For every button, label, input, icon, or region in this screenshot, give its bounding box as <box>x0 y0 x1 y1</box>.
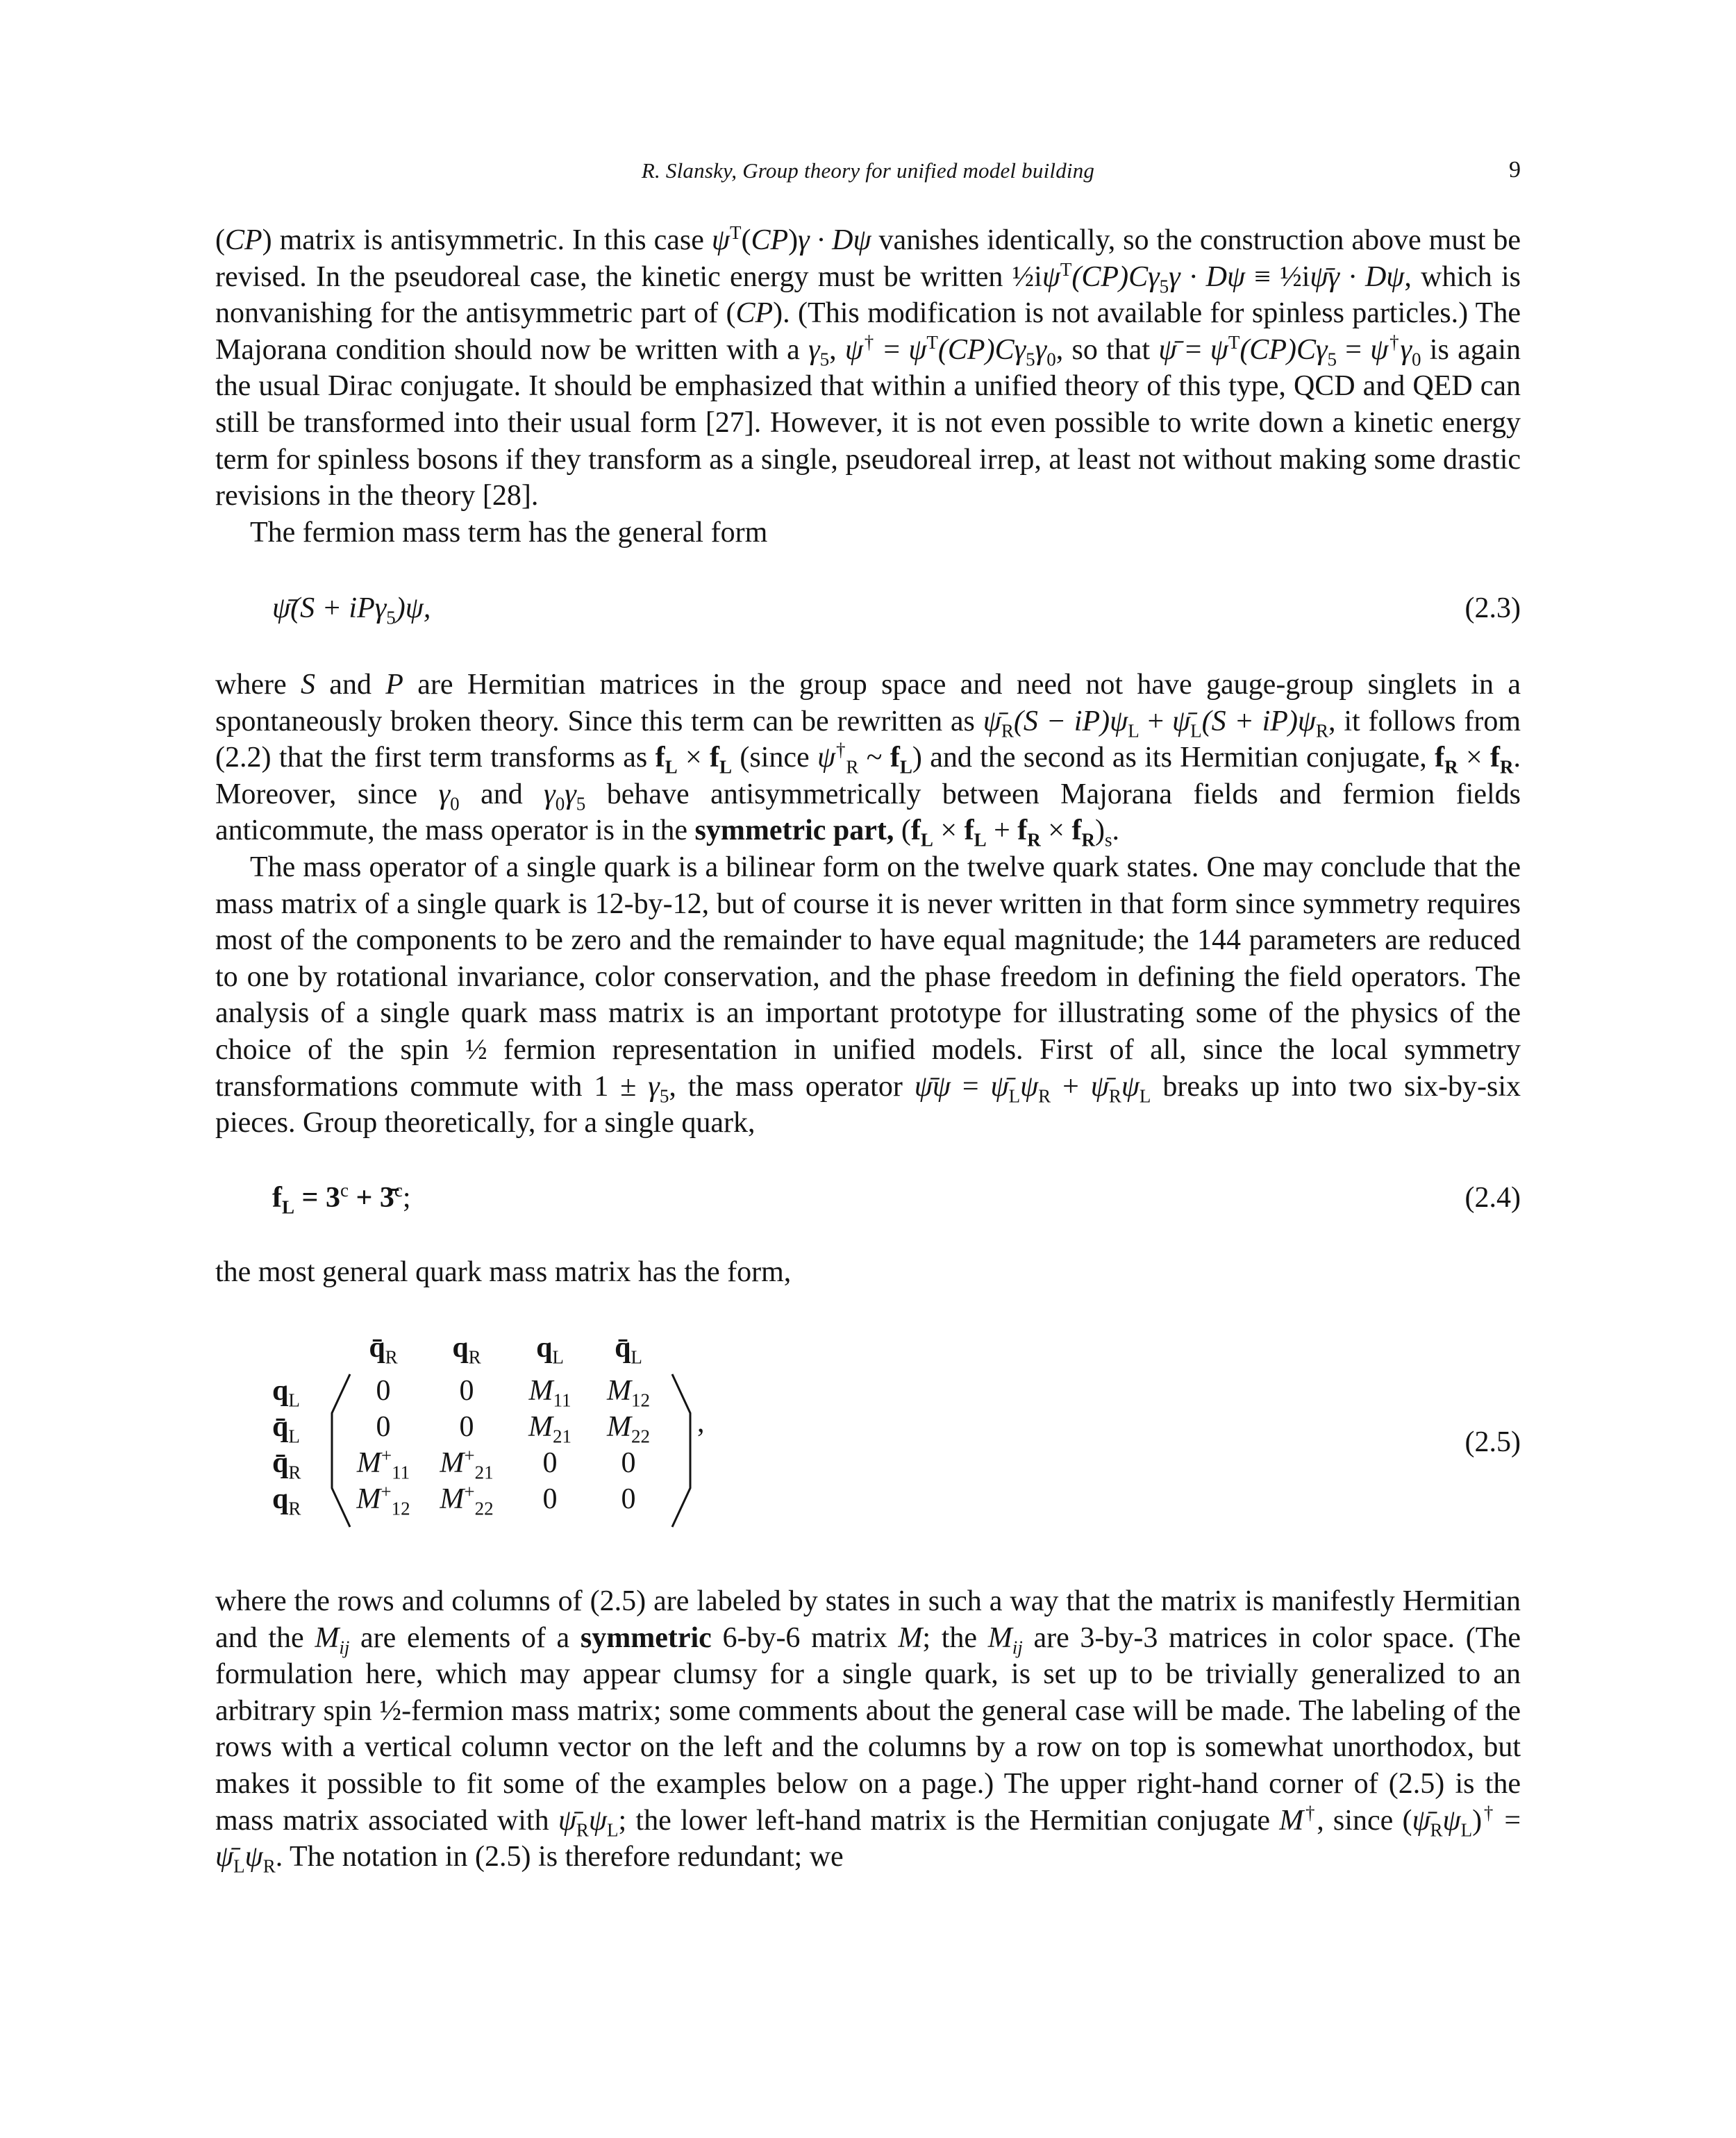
col-label: $q̄_L$ <box>615 1332 642 1368</box>
trailing-comma: , <box>697 1407 705 1439</box>
matrix-cell: 0 <box>621 1483 636 1515</box>
matrix-cell: 0 <box>459 1411 474 1443</box>
equation-2-4: $f_L = 3^c$ + 3̄$^c$; (2.4) <box>272 1177 1521 1219</box>
paragraph-2: The fermion mass term has the general form <box>250 516 768 549</box>
matrix-cell: 0 <box>621 1447 636 1479</box>
matrix-cell: 0 <box>542 1447 558 1479</box>
col-label: $q̄_R$ <box>369 1332 398 1368</box>
matrix-cell: $M_{11}$ <box>528 1375 571 1411</box>
right-parenthesis <box>668 1371 696 1530</box>
col-label: $q_R$ <box>452 1332 481 1368</box>
matrix-cell: 0 <box>376 1411 391 1443</box>
matrix-cell: $M^+_{21}$ <box>440 1445 494 1483</box>
row-label: $q̄_R$ <box>272 1447 301 1483</box>
paragraph-1: (CP) matrix is antisymmetric. In this case $\psi^T(CP)\gamma \cdot D\psi$ vanishes identically, so the construction above must be revised. In the pseudoreal case, the kinetic energy must be written $\frac{1}{2}i\psi^T(CP)C\gamma_5\gamma \cdot D\psi$ ≡ ½iψ̄γ · Dψ, which is nonvanishing for the antisymmetric part of (CP). (This modification is not available for spinless particles.) The Majorana condition should now be written with a $\gamma_5$, $\psi^\dagger = \psi^T(CP)C\gamma_5\gamma_0$, so that ψ̄ = $\psi^T(CP)C\gamma_5 = \psi^\dagger\gamma_0$ is again the usual Dirac conjugate. It should be emphasized that within a unified theory of this type, QCD and QED can still be transformed into their usual form [27]. However, it is not even possible to write down a kinetic energy term for spinless bosons if they transform as a single, pseudoreal irrep, at least not without making some drastic revisions in the theory [28]. The fermion mass term has the general form <box>215 222 1521 551</box>
equation-number: (2.5) <box>1464 1426 1521 1458</box>
matrix-cell: $M^+_{12}$ <box>356 1481 410 1519</box>
paragraph-4: The mass operator of a single quark is a bilinear form on the twelve quark states. One may conclude that the mass matrix of a single quark is 12-by-12, but of course it is never written in that form since symmetry requires most of the components to be zero and the remainder to have equal magnitude; the 144 parameters are reduced to one by rotational invariance, color conservation, and the phase freedom in defining the field operators. The analysis of a single quark mass matrix is an important prototype for illustrating some of the physics of the choice of the spin ½ fermion representation in unified models. First of all, since the local symmetry transformations commute with $1 \pm \gamma_5$, the mass operator ψ̄ψ = $\psī_L\psi_R$ + $\psī_R\psi_L$ breaks up into two six-by-six pieces. Group theoretically, for a single quark, <box>215 851 1521 1139</box>
col-label: $q_L$ <box>536 1332 564 1368</box>
row-label: $q_L$ <box>272 1375 300 1411</box>
matrix-cell: $M_{12}$ <box>607 1375 650 1411</box>
row-label: $q̄_L$ <box>272 1411 300 1447</box>
paragraph-6: where the rows and columns of (2.5) are labeled by states in such a way that the matrix is manifestly Hermitian and the $M_{ij}$ are elements of a symmetric 6-by-6 matrix M; the $M_{ij}$ are 3-by-3 matrices in color space. (The formulation here, which may appear clumsy for a single quark, is set up to be trivially generalized to an arbitrary spin ½-fermion mass matrix; some comments about the general case will be made. The labeling of the rows with a vertical column vector on the left and the columns by a row on top is somewhat unorthodox, but makes it possible to fit some of the examples below on a page.) The upper right-hand corner of (2.5) is the mass matrix associated with $\psī_R\psi_L$; the lower left-hand matrix is the Hermitian conjugate M†, since $(\psī_R\psi_L)^\dagger$ = $\psī_L\psi_R$. The notation in (2.5) is therefore redundant; we <box>215 1585 1521 1877</box>
equation-number: (2.3) <box>1464 592 1521 624</box>
running-title: R. Slansky, Group theory for unified model building <box>641 158 1095 183</box>
matrix-cell: $M_{22}$ <box>607 1411 650 1447</box>
equation-2-3: ψ̄(S + iPγ$_5$)ψ, (2.3) <box>272 587 1521 629</box>
equation-2-5-matrix <box>272 1330 1521 1559</box>
matrix-cell: $M^+_{22}$ <box>440 1481 494 1519</box>
paragraph-5: the most general quark mass matrix has the form, <box>215 1256 792 1288</box>
matrix-cell: 0 <box>542 1483 558 1515</box>
matrix-cell: 0 <box>376 1375 391 1407</box>
matrix-cell: $M^+_{11}$ <box>356 1445 410 1483</box>
equation-number: (2.4) <box>1464 1182 1521 1214</box>
row-label: $q_R$ <box>272 1483 301 1519</box>
matrix-cell: 0 <box>459 1375 474 1407</box>
matrix-cell: $M_{21}$ <box>528 1411 571 1447</box>
page-number: 9 <box>1509 157 1521 183</box>
paragraph-3: where S and P are Hermitian matrices in the group space and need not have gauge-group singlets in a spontaneously broken theory. Since this term can be rewritten as $\psī_R(S - iP)\psi_L$ + $\psī_L(S + iP)\psi_R$, it follows from (2.2) that the first term transforms as $f_L \times f_L$ (since $\psi^\dagger_R$ ~ $f_L$) and the second as its Hermitian conjugate, $f_R \times f_R$. Moreover, since $\gamma_0$ and $\gamma_0\gamma_5$ behave antisymmetrically between Majorana fields and fermion fields anticommute, the mass operator is in the symmetric part, $(f_L \times f_L + f_R \times f_R)_s$. The mass operator of a single quark is a bilinear form on the twelve quark states. One may conclude that the mass matrix of a single quark is 12-by-12, but of course it is never written in that form since symmetry requires most of the components to be zero and the remainder to have equal magnitude; the 144 parameters are reduced to one by rotational invariance, color conservation, and the phase freedom in defining the field operators. The analysis of a single quark mass matrix is an important prototype for illustrating some of the physics of the choice of the spin ½ fermion representation in unified models. First of all, since the local symmetry transformations commute with $1 \pm \gamma_5$, the mass operator ψ̄ψ = $\psī_L\psi_R$ + $\psī_R\psi_L$ breaks up into two six-by-six pieces. Group theoretically, for a single quark, <box>215 667 1521 1142</box>
